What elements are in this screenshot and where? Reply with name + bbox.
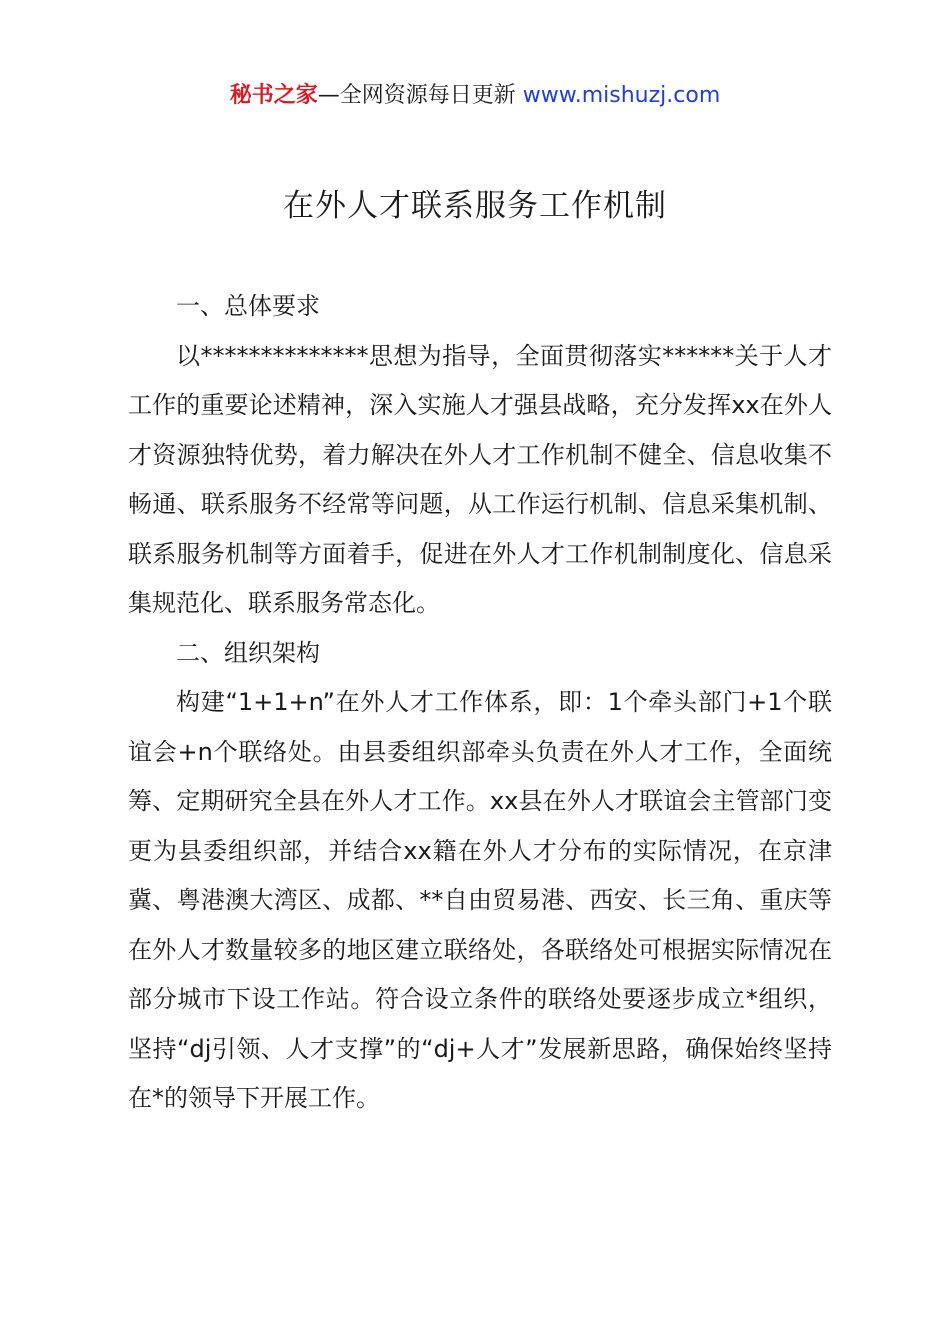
document-body <box>128 282 832 1124</box>
site-tagline: —全网资源每日更新 <box>317 83 523 108</box>
site-header <box>0 80 950 112</box>
document-title: 在外人才联系服务工作机制 <box>283 188 667 224</box>
site-brand: 秘书之家 <box>229 83 318 108</box>
section-heading-organization: 二、组织架构 <box>176 638 320 667</box>
paragraph-organization: 构建“1+1+n”在外人才工作体系，即：1个牵头部门+1个联谊会+n个联络处。由县委组织部牵头负责在外人才工作，全面统筹、定期研究全县在外人才工作。xx县在外人才联谊会主管部门变更为县委组织部，并结合xx籍在外人才分布的实际情况，在京津冀、粤港澳大湾区、成都、**自由贸易港、西安、长三角、重庆等在外人才数量较多的地区建立联络处，各联络处可根据实际情况在部分城市下设工作站。符合设立条件的联络处要逐步成立*组织，坚持“dj引领、人才支撑”的“dj+人才”发展新思路，确保始终坚持在*的领导下开展工作。 <box>128 688 832 1112</box>
site-url-link[interactable]: www.mishuzj.com <box>522 83 721 108</box>
paragraph-general-requirements: 以**************思想为指导，全面贯彻落实******关于人才工作的重要论述精神，深入实施人才强县战略，充分发挥xx在外人才资源独特优势，着力解决在外人才工作机制不健全、信息收集不畅通、联系服务不经常等问题，从工作运行机制、信息采集机制、联系服务机制等方面着手，促进在外人才工作机制制度化、信息采集规范化、联系服务常态化。 <box>128 341 832 617</box>
section-heading-general-requirements: 一、总体要求 <box>176 292 320 320</box>
